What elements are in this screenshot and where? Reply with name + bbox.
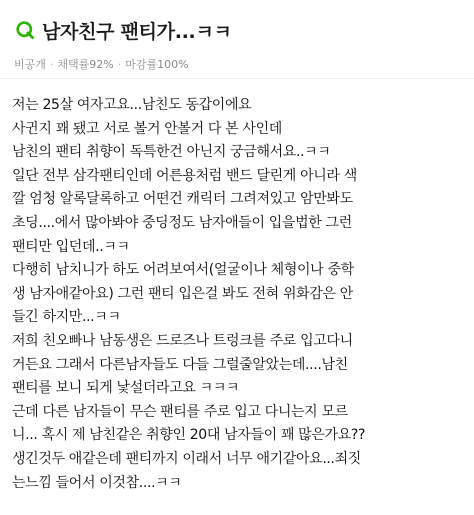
body-line: 들긴 하지만...ㅋㅋ (12, 309, 121, 326)
body-line: 는느낌 들어서 이것참....ㅋㅋ (12, 474, 182, 491)
question-meta (14, 56, 189, 72)
body-line: 깔 엄청 알록달록하고 어떤건 캐릭터 그려져있고 암만봐도 (12, 191, 353, 208)
body-line: 팬티만 입던데..ㅋㅋ (12, 238, 130, 255)
body-line: 다행히 남치니가 하도 어려보여서(얼굴이나 체형이나 중학 (12, 262, 354, 279)
body-line: 저는 25살 여자고요...남친도 동갑이에요 (12, 97, 252, 113)
question-q-icon (14, 19, 36, 41)
body-line: 사귄지 꽤 됐고 서로 볼거 안볼거 다 본 사인데 (12, 120, 282, 137)
meta-separator: · (117, 57, 122, 71)
visibility-label: 비공개 (14, 58, 46, 71)
header-divider (0, 78, 474, 79)
body-line: 니... 혹시 제 남친같은 취향인 20대 남자들이 꽤 많은가요?? (12, 427, 366, 444)
question-title: 남자친구 팬티가...ㅋㅋ (42, 20, 232, 43)
question-body (12, 94, 464, 495)
question-header (14, 16, 460, 44)
body-line: 일단 전부 삼각팬티인데 어른용처럼 밴드 달린게 아니라 색 (12, 167, 357, 184)
meta-separator: · (49, 57, 54, 71)
body-line: 생 남자애같아요) 그런 팬티 입은걸 봐도 전혀 위화감은 안 (12, 285, 353, 302)
body-line: 초딩....에서 많아봐야 중딩정도 남자애들이 입을법한 그런 (12, 214, 352, 231)
body-line: 팬티를 보니 되게 낯설더라고요 ㅋㅋㅋ (12, 380, 240, 397)
adoption-rate: 채택률92% (57, 58, 114, 71)
body-line: 저희 친오빠나 남동생은 드로즈나 트렁크를 주로 입고다니 (12, 332, 353, 349)
body-line: 생긴것두 애같은데 팬티까지 이래서 너무 애기같아요...죄짓 (12, 450, 361, 467)
closing-rate: 마감률100% (125, 58, 189, 71)
body-line: 남친의 팬티 취향이 독특한건 아닌지 궁금해서요..ㅋㅋ (12, 144, 331, 161)
body-line: 거든요 그래서 다른남자들도 다들 그럴줄알았는데....남친 (12, 356, 348, 373)
body-line: 근데 다른 남자들이 무슨 팬티를 주로 입고 다니는지 모르 (12, 403, 348, 420)
